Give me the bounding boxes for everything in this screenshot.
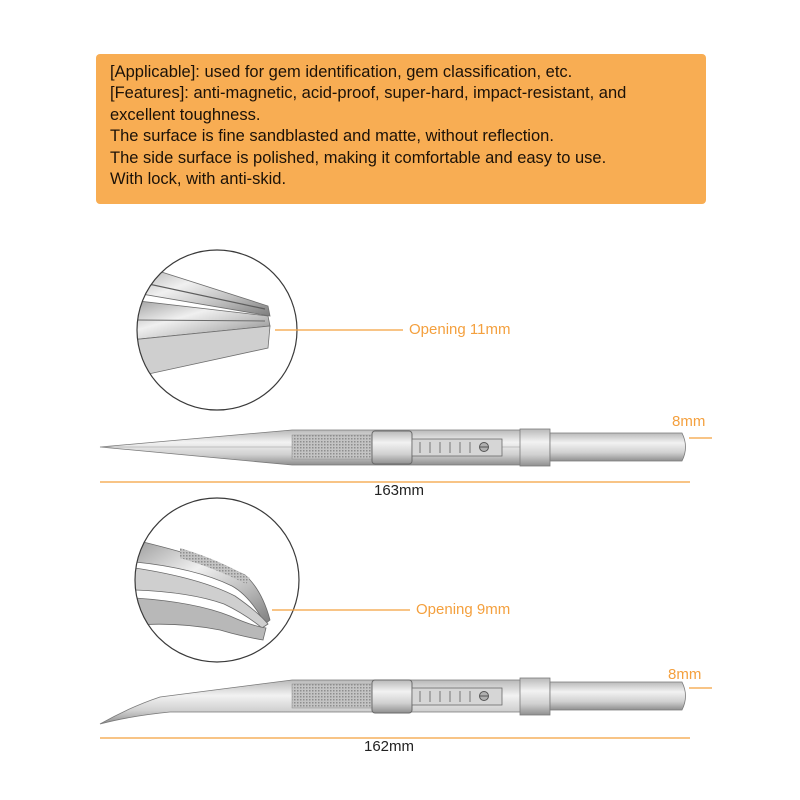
description-line-toughness: excellent toughness. (110, 105, 261, 124)
description-line-lock: With lock, with anti-skid. (110, 170, 287, 189)
straight-tweezer (100, 429, 686, 466)
description-line-surface: The surface is fine sandblasted and matte, without reflection. (110, 127, 554, 146)
length-label-curved: 162mm (364, 738, 415, 755)
zoom-circle-curved-tip (130, 495, 310, 665)
description-line-side-surface: The side surface is polished, making it comfortable and easy to use. (110, 148, 607, 167)
description-line-features: [Features]: anti-magnetic, acid-proof, super-hard, impact-resistant, and (110, 84, 627, 103)
opening-label-straight: Opening 11mm (409, 321, 511, 338)
width-label-curved: 8mm (668, 666, 702, 683)
length-label-straight: 163mm (374, 482, 425, 499)
opening-label-curved: Opening 9mm (416, 601, 511, 618)
description-line-applicable: [Applicable]: used for gem identification, gem classification, etc. (110, 63, 573, 81)
width-label-straight: 8mm (672, 413, 706, 430)
curved-tweezer (100, 678, 686, 724)
